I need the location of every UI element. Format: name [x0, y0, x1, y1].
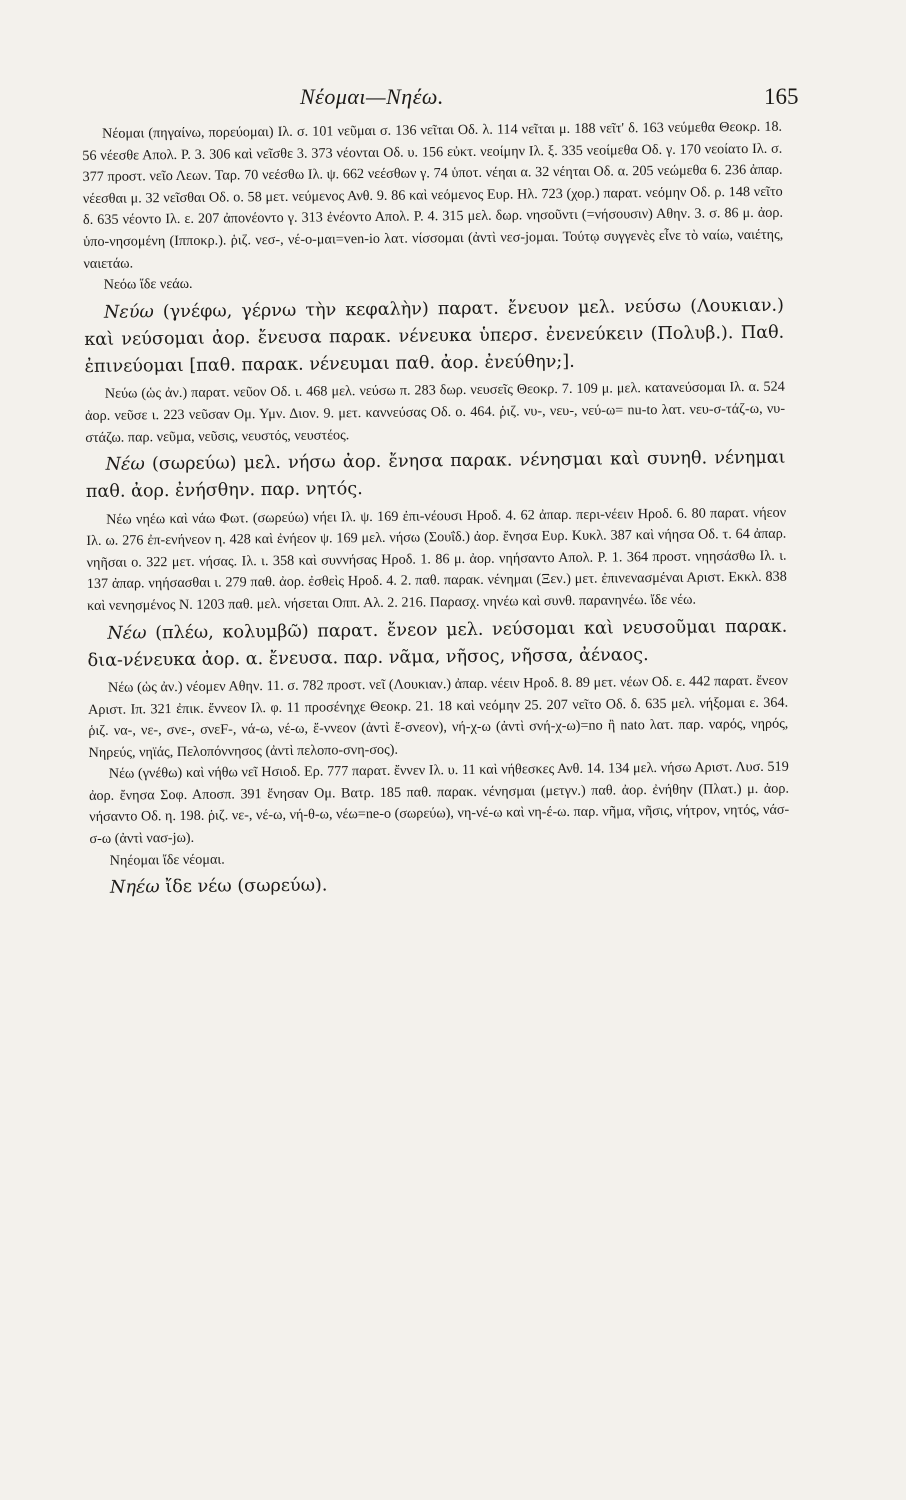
- page-number: 165: [764, 84, 799, 109]
- entry-text: (γνέφω, γέρνω τὴν κεφαλὴν) παρατ. ἔνευον μελ. νεύσω (Λουκιαν.) καὶ νεύσομαι ἀορ. ἔνευσα παρακ. νένευκα ὑπερσ. ἐνενεύκειν (Πολυβ.). Παθ. ἐπινεύομαι [παθ. παρακ. νένευμαι παθ. ἀορ. ἐνεύθην;].: [84, 295, 785, 378]
- entry-text: (πλέω, κολυμβῶ) παρατ. ἔνεον μελ. νεύσομαι καὶ νευσοῦμαι παρακ. δια-νένευκα ἀορ. α. ἔνευσα. παρ. νᾶμα, νῆσος, νῆσσα, ἀέναος.: [87, 616, 788, 671]
- running-head: [0, 84, 906, 114]
- entry-neeo-headword: [90, 868, 790, 903]
- entry-paragraph: Νέω (ὡς ἀν.) νέομεν Αθην. 11. σ. 782 προστ. νεῖ (Λουκιαν.) ἀπαρ. νέειν Ηροδ. 8. 89 μετ. νέων Οδ. ε. 442 παρατ. ἔνεον Αριστ. Ιπ. 321 ἐπικ. ἔννεον Ιλ. φ. 11 προσένηχε Θεοκρ. 21. 18 καὶ νεόμην 25. 207 νεῖτο Οδ. δ. 635 μελ. νήξομαι ε. 364. ῥιζ. να-, νε-, σνε-, σνεF-, νά-ω, νέ-ω, ἔ-ννεον (ἀντὶ ἔ-σνεον), νή-χ-ω (ἀντὶ σνή-χ-ω)=no ἢ nato λατ. παρ. ναρός, νηρός, Νηρεύς, νηϊάς, Πελοπόννησος (ἀντὶ πελοπο-σνη-σος).: [88, 672, 789, 761]
- dictionary-entries: [82, 117, 790, 906]
- headword: Νέω: [107, 622, 147, 644]
- headword: Νέω: [105, 454, 145, 475]
- entry-neo-swim-headword: [87, 613, 788, 675]
- entry-neomai: [82, 117, 784, 297]
- headword: Νεύω: [103, 302, 154, 323]
- entry-paragraph: Νέω (γνέθω) καὶ νήθω νεῖ Ησιοδ. Ερ. 777 παρατ. ἔννεν Ιλ. υ. 11 καὶ νήθεσκες Ανθ. 14. 134 μελ. νήσω Αριστ. Λυσ. 519 ἀορ. ἔνησα Σοφ. Αποσπ. 391 ἔνησαν Ομ. Βατρ. 185 παθ. παρακ. νένησμαι (μετγν.) παθ. ἀορ. ἐνήθην (Πλατ.) μ. ἀορ. νήσαντο Οδ. η. 198. ῥιζ. νε-, νέ-ω, νή-θ-ω, νέω=ne-o (σωρεύω), νη-νέ-ω καὶ νη-έ-ω. παρ. νῆμα, νῆσις, νήτρον, νητός, νάσ-σ-ω (ἀντὶ νασ-jω).: [88, 758, 790, 848]
- entry-paragraph: [84, 292, 785, 381]
- entry-paragraph: Νεύω (ὡς ἀν.) παρατ. νεῦον Οδ. ι. 468 μελ. νεύσω π. 283 δωρ. νευσεῖς Θεοκρ. 7. 109 μ. μελ. κατανεύσομαι Ιλ. α. 524 ἀορ. νεῦσε ι. 223 νεῦσαν Ομ. Υμν. Διον. 9. μετ. καννεύσας Οδ. ο. 464. ῥιζ. νυ-, νευ-, νεύ-ω= nu-to λατ. νευ-σ-τάζ-ω, νυ-στάζω. παρ. νεῦμα, νεῦσις, νευστός, νευστέος.: [84, 379, 786, 446]
- entry-text: ἴδε νέω (σωρεύω).: [159, 875, 328, 898]
- entry-paragraph: [90, 868, 790, 903]
- entry-paragraph: Νηέομαι ἴδε νέομαι.: [109, 851, 225, 869]
- entry-paragraph: Νεόω ἴδε νεάω.: [103, 276, 193, 293]
- entry-text: (σωρεύω) μελ. νήσω ἀορ. ἔνησα παρακ. νένησμαι καὶ συνηθ. νένημαι παθ. ἀορ. ἐνήσθην. παρ. νητός.: [85, 447, 786, 503]
- entry-neo-heap-forms: [86, 502, 787, 617]
- entry-neuo-forms: [85, 377, 786, 449]
- entry-neo-heap-headword: [85, 445, 786, 507]
- entry-paragraph: Νέω νηέω καὶ νάω Φωτ. (σωρεύω) νήει Ιλ. ψ. 169 ἐπι-νέουσι Ηροδ. 4. 62 ἀπαρ. περι-νέειν Ηροδ. 6. 80 παρατ. νήεον Ιλ. ω. 276 ἐπ-ενήνεον η. 428 καὶ ἐνήεον ψ. 169 μελ. νήσω (Σουΐδ.) ἀορ. ἔνησα Ευρ. Κυκλ. 387 καὶ νήησα Οδ. τ. 64 ἀπαρ. νηῆσαι ο. 322 μετ. νήσας. Ιλ. ι. 358 καὶ συννήσας Ηροδ. 1. 86 μ. ἀορ. νηήσαντο Απολ. Ρ. 1. 364 προστ. νηησάσθω Ιλ. ι. 137 ἀπαρ. νηήσασθαι ι. 279 παθ. ἀορ. ἐσθεὶς Ηροδ. 4. 2. παθ. παρακ. νένημαι (Ξεν.) μετ. ἐπινενασμέναι Αριστ. Εκκλ. 838 καὶ νενησμένος Ν. 1203 παθ. μελ. νήσεται Οππ. Αλ. 2. 216. Παρασχ. νηνέω καὶ συνθ. παρανηνέω. ἴδε νέω.: [86, 504, 787, 614]
- entry-neuo-headword: [84, 292, 785, 381]
- entry-paragraph: Νέομαι (πηγαίνω, πορεύομαι) Ιλ. σ. 101 νεῦμαι σ. 136 νεῖται Οδ. λ. 114 νεῖται μ. 188 νεῖτ' δ. 163 νεύμεθα Θεοκρ. 18. 56 νέεσθε Απολ. Ρ. 3. 306 καὶ νεῖσθε 3. 373 νέονται Οδ. υ. 156 εὐκτ. νεοίμην Ιλ. ξ. 335 νεοίμεθα Οδ. γ. 170 νεοίατο Ιλ. σ. 377 προστ. νεῖο Λεων. Ταρ. 70 νεέσθω Ιλ. ψ. 662 νεέσθων γ. 74 ὑποτ. νέηαι α. 32 νέηται Οδ. α. 205 νεώμεθα 6. 236 ἀπαρ. νέεσθαι μ. 32 νεῖσθαι Οδ. ο. 58 μετ. νεύμενος Ανθ. 9. 86 καὶ νεόμενος Ευρ. Ηλ. 723 (χορ.) παρατ. νεόμην Οδ. ρ. 148 νεῖτο δ. 635 νέοντο Ιλ. ε. 207 ἀπονέοντο γ. 313 ἐνέοντο Απολ. Ρ. 4. 315 μελ. δωρ. νησοῦντι (=νήσουσιν) Αθην. 3. σ. 86 μ. ἀορ. ὑπο-νησομένη (Ιπποκρ.). ῥιζ. νεσ-, νέ-ο-μαι=ven-io λατ. νίσσομαι (ἀντὶ νεσ-jομαι. Τούτῳ συγγενὲς εἶνε τὸ ναίω, ναιέτης, ναιετάω.: [82, 118, 784, 272]
- entry-neo-swim-forms: [88, 671, 790, 873]
- running-title: Νέομαι—Νηέω.: [300, 84, 444, 109]
- entry-paragraph: [85, 445, 786, 507]
- entry-paragraph: [87, 613, 788, 675]
- headword: Νηέω: [109, 877, 160, 899]
